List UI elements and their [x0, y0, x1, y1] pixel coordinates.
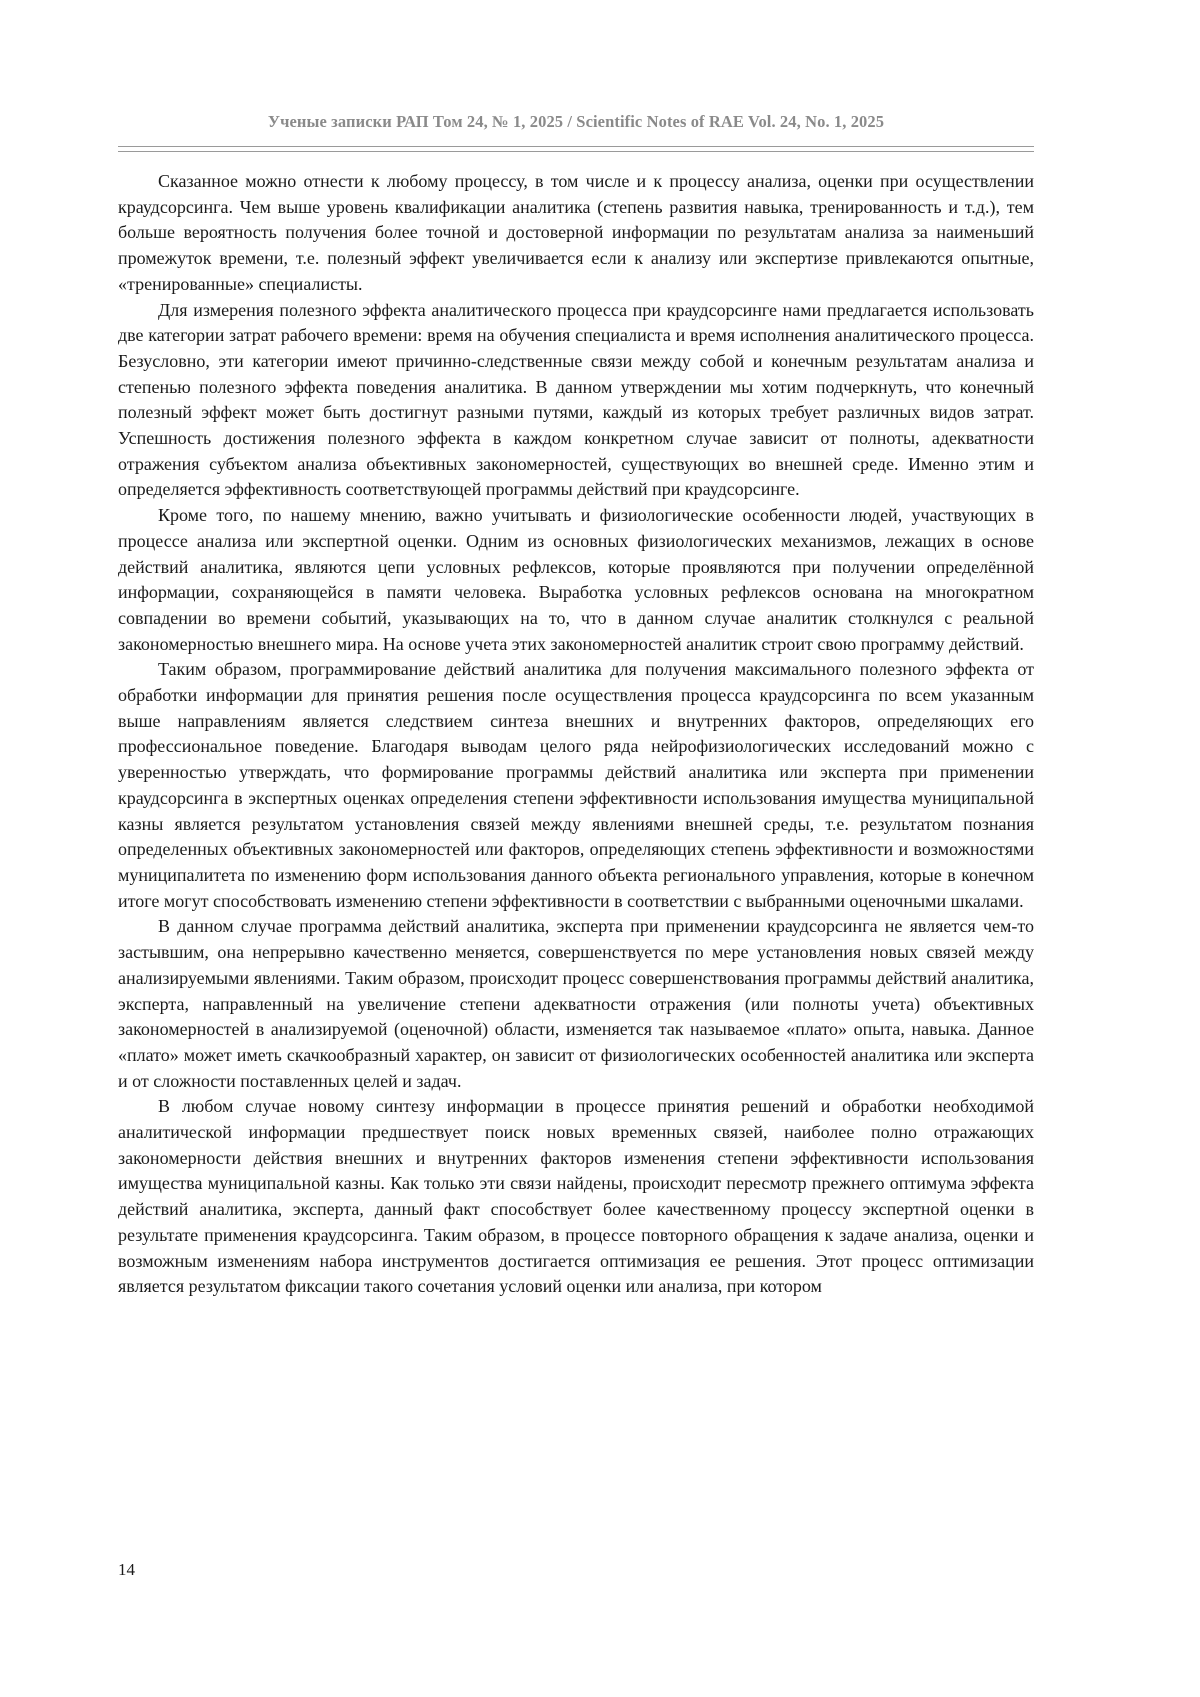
paragraph-1: Сказанное можно отнести к любому процессу, в том числе и к процессу анализа, оценки при осуществлении краудсорсинга. Чем выше уровень квалификации аналитика (степень развития навыка, тренированность и т.д.), тем больше вероятность получения более точной и достоверной информации по результатам анализа за наименьший промежуток времени, т.е. полезный эффект увеличивается если к анализу или экспертизе привлекаются опытные, «тренированные» специалисты.: [118, 171, 1034, 294]
article-body: [118, 169, 1034, 1300]
paragraph-3: Кроме того, по нашему мнению, важно учитывать и физиологические особенности людей, участвующих в процессе анализа или экспертной оценки. Одним из основных физиологических механизмов, лежащих в основе действий аналитика, являются цепи условных рефлексов, которые проявляются при получении определённой информации, сохраняющейся в памяти человека. Выработка условных рефлексов основана на многократном совпадении во времени событий, указывающих на то, что в данном случае аналитик столкнулся с реальной закономерностью внешнего мира. На основе учета этих закономерностей аналитик строит свою программу действий.: [118, 505, 1034, 654]
paragraph-2: Для измерения полезного эффекта аналитического процесса при краудсорсинге нами предлагается использовать две категории затрат рабочего времени: время на обучения специалиста и время исполнения аналитического процесса. Безусловно, эти категории имеют причинно-следственные связи между собой и конечным результатам анализа и степенью полезного эффекта поведения аналитика. В данном утверждении мы хотим подчеркнуть, что конечный полезный эффект может быть достигнут разными путями, каждый из которых требует различных видов затрат. Успешность достижения полезного эффекта в каждом конкретном случае зависит от полноты, адекватности отражения субъектом анализа объективных закономерностей, существующих во внешней среде. Именно этим и определяется эффективность соответствующей программы действий при краудсорсинге.: [118, 299, 1034, 500]
page-number: 14: [118, 1560, 135, 1579]
header-rule-top: [118, 146, 1034, 147]
paragraph-6: В любом случае новому синтезу информации в процессе принятия решений и обработки необходимой аналитической информации предшествует поиск новых временных связей, наиболее полно отражающих закономерности действия внешних и внутренних факторов изменения степени эффективности использования имущества муниципальной казны. Как только эти связи найдены, происходит пересмотр прежнего оптимума эффекта действий аналитика, эксперта, данный факт способствует более качественному процессу экспертной оценки в результате применения краудсорсинга. Таким образом, в процессе повторного обращения к задаче анализа, оценки и возможным изменениям набора инструментов достигается оптимизация ее решения. Этот процесс оптимизации является результатом фиксации такого сочетания условий оценки или анализа, при котором: [118, 1096, 1034, 1297]
running-header: Ученые записки РАП Том 24, № 1, 2025 / Scientific Notes of RAE Vol. 24, No. 1, 2025: [267, 112, 885, 131]
header-rule-bottom: [118, 151, 1034, 152]
paragraph-4: Таким образом, программирование действий аналитика для получения максимального полезного эффекта от обработки информации для принятия решения после осуществления процесса краудсорсинга по всем указанным выше направлениям является следствием синтеза внешних и внутренних факторов, определяющих его профессиональное поведение. Благодаря выводам целого ряда нейрофизиологических исследований можно с уверенностью утверждать, что формирование программы действий аналитика или эксперта при применении краудсорсинга в экспертных оценках определения степени эффективности использования имущества муниципальной казны является результатом установления связей между явлениями внешней среды, т.е. результатом познания определенных объективных закономерностей или факторов, определяющих степень эффективности и возможностями муниципалитета по изменению форм использования данного объекта регионального управления, которые в конечном итоге могут способствовать изменению степени эффективности в соответствии с выбранными оценочными шкалами.: [118, 659, 1034, 911]
paragraph-5: В данном случае программа действий аналитика, эксперта при применении краудсорсинга не является чем-то застывшим, она непрерывно качественно меняется, совершенствуется по мере установления новых связей между анализируемыми явлениями. Таким образом, происходит процесс совершенствования программы действий аналитика, эксперта, направленный на увеличение степени адекватности отражения (или полноты учета) объективных закономерностей в анализируемой (оценочной) области, изменяется так называемое «плато» опыта, навыка. Данное «плато» может иметь скачкообразный характер, он зависит от физиологических особенностей аналитика или эксперта и от сложности поставленных целей и задач.: [118, 916, 1034, 1091]
